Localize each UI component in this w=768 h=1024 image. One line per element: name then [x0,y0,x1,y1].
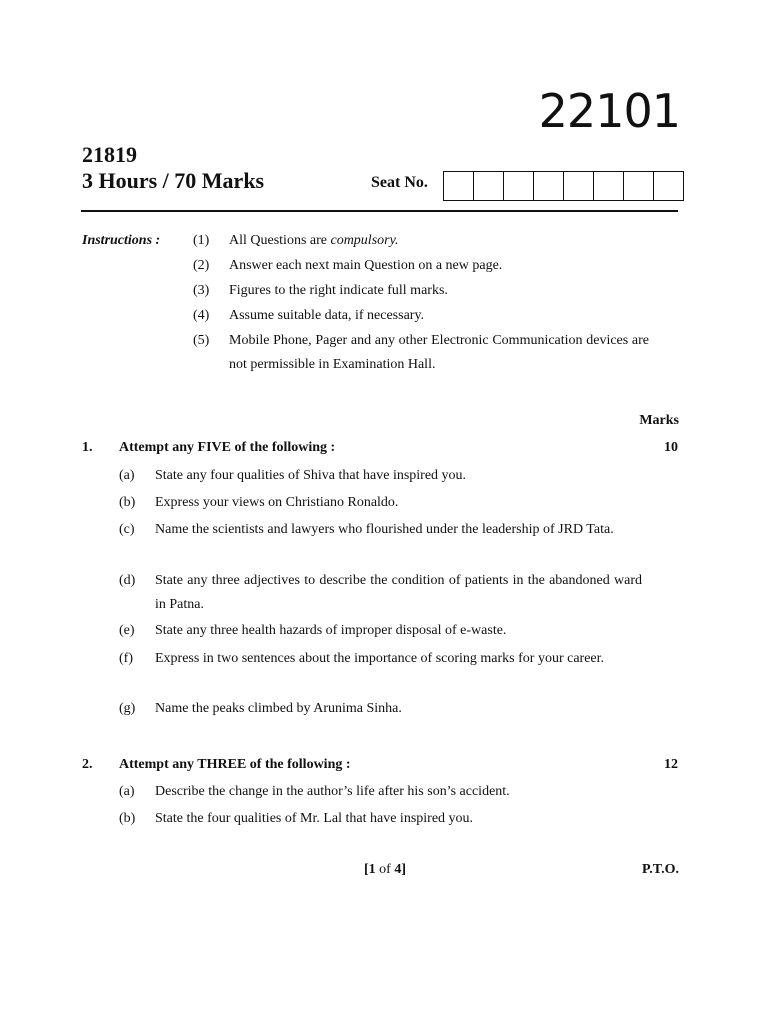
sub-question-label: (d) [119,573,136,588]
instruction-text: Mobile Phone, Pager and any other Electronic Communication devices are not permissible in Examination Hall. [229,333,649,372]
instruction-text: All Questions are compulsory. [229,233,399,248]
instruction-number: (2) [193,258,210,273]
total-pages: 4 [394,862,402,877]
seat-number-box [564,172,594,200]
pto-label: P.T.O. [642,862,679,877]
current-page: 1 [368,862,376,877]
subject-code: 21819 [82,142,137,167]
sub-question-label: (b) [119,495,136,510]
seat-number-box [444,172,474,200]
sub-question-text: State any three health hazards of improper disposal of e-waste. [155,623,507,638]
question-marks: 12 [664,757,678,772]
seat-number-box [534,172,564,200]
instruction-number: (5) [193,333,210,348]
question-title: Attempt any FIVE of the following : [119,440,336,455]
seat-number-box [594,172,624,200]
sub-question-label: (e) [119,623,135,638]
question-title: Attempt any THREE of the following : [119,757,351,772]
seat-number-boxes [443,171,684,201]
instruction-text: Figures to the right indicate full marks. [229,283,448,298]
header-divider [81,210,678,212]
instruction-number: (4) [193,308,210,323]
seat-number-box [654,172,683,200]
seat-number-box [624,172,654,200]
sub-question-text: Express in two sentences about the importance of scoring marks for your career. [155,651,605,666]
paper-code: 22101 [538,84,680,138]
sub-question-text: Name the peaks climbed by Arunima Sinha. [155,701,402,716]
sub-question-label: (b) [119,811,136,826]
question-marks: 10 [664,440,678,455]
marks-column-heading: Marks [639,413,679,428]
question-number: 1. [82,440,93,455]
sub-question-label: (a) [119,784,135,799]
duration-marks: 3 Hours / 70 Marks [82,168,265,193]
sub-question-text: State the four qualities of Mr. Lal that have inspired you. [155,811,474,826]
instructions-label: Instructions : [82,233,161,248]
instruction-text: Assume suitable data, if necessary. [229,308,425,323]
instruction-number: (1) [193,233,210,248]
page-indicator: [1 of 4] [363,862,406,877]
instruction-number: (3) [193,283,210,298]
sub-question-text: State any three adjectives to describe the condition of patients in the abandoned ward in Patna. [155,573,642,612]
sub-question-label: (c) [119,522,135,537]
sub-question-text: Name the scientists and lawyers who flourished under the leadership of JRD Tata. [155,522,614,537]
instruction-text: Answer each next main Question on a new page. [229,258,503,273]
seat-number-box [504,172,534,200]
sub-question-label: (g) [119,701,136,716]
seat-number-box [474,172,504,200]
sub-question-text: Describe the change in the author’s life after his son’s accident. [155,784,510,799]
sub-question-text: Express your views on Christiano Ronaldo. [155,495,399,510]
sub-question-label: (f) [119,651,133,666]
seat-number-label: Seat No. [371,174,428,191]
instruction-emphasis: compulsory. [330,233,399,248]
sub-question-label: (a) [119,468,135,483]
question-number: 2. [82,757,93,772]
sub-question-text: State any four qualities of Shiva that have inspired you. [155,468,467,483]
